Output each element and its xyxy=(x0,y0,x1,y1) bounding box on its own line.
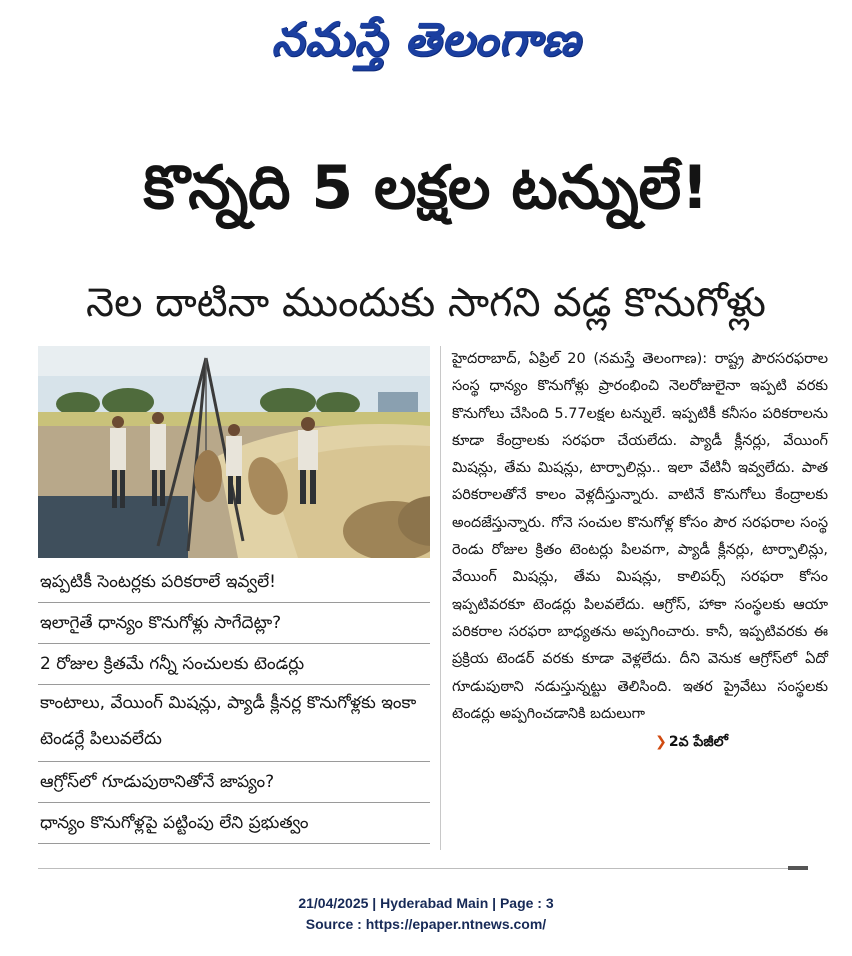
footer-source-link[interactable]: Source : https://epaper.ntnews.com/ xyxy=(305,916,547,932)
masthead-logo: నమస్తే తెలంగాణ xyxy=(271,12,581,66)
continue-arrow-icon: ❯ xyxy=(655,734,667,751)
highlight-item: ఆగ్రోస్‌లో గూడుపుఠానితోనే జాప్యం? xyxy=(38,762,430,803)
footer-edition-info: 21/04/2025 | Hyderabad Main | Page : 3 xyxy=(298,895,554,911)
highlight-item: ధాన్యం కొనుగోళ్లపై పట్టింపు లేని ప్రభుత్వం xyxy=(38,803,430,844)
column-divider xyxy=(440,346,441,850)
highlights-list xyxy=(38,562,430,844)
headline: కొన్నది 5 లక్షల టన్నులే! xyxy=(143,153,709,223)
subheadline: నెల దాటినా ముందుకు సాగని వడ్ల కొనుగోళ్లు xyxy=(86,280,766,326)
continued-marker xyxy=(452,730,828,754)
highlight-item: ఇలాగైతే ధాన్యం కొనుగోళ్లు సాగేదెట్లా? xyxy=(38,603,430,644)
highlight-item: కాంటాలు, వేయింగ్ మిషన్లు, ప్యాడీ క్లీనర్ల కొనుగోళ్లకు ఇంకా టెండర్లే పిలువలేదు xyxy=(38,685,430,762)
page-stamp xyxy=(788,866,808,870)
highlight-item: 2 రోజుల క్రితమే గన్నీ సంచులకు టెండర్లు xyxy=(38,644,430,685)
news-photo xyxy=(38,346,430,558)
highlight-item: ఇప్పటికీ సెంటర్లకు పరికరాలే ఇవ్వలే! xyxy=(38,562,430,603)
continued-label: 2వ పేజీలో xyxy=(668,734,728,751)
article-text: హైదరాబాద్, ఏప్రిల్ 20 (నమస్తే తెలంగాణ): రాష్ట్ర పౌరసరఫరాల సంస్థ ధాన్యం కొనుగోళ్లు ప్రారంభించి నెలరోజులైనా ఇప్పటి వరకు కొనుగోలు చేసింది 5.77లక్షల టన్నులే. ఇప్పటికీ కనీసం పరికరాలను కూడా కేంద్రాలకు సరఫరా చేయలేదు. ప్యాడీ క్లీనర్లు, వేయింగ్ మిషన్లు, తేమ మిషన్లు, టార్పాలిన్లు.. ఇలా వేటినీ ఇవ్వలేదు. పాత పరికరాలతోనే కాలం వెళ్లదీస్తున్నారు. వాటినే కొనుగోలు కేంద్రాలకు అందజేస్తున్నారు. గోనె సంచుల కొనుగోళ్ల కోసం పౌర సరఫరాల సంస్థ రెండు రోజుల క్రితం టెంటర్లు పిలవగా, ప్యాడీ క్లీనర్లు, టార్పాలిన్లు, వేయింగ్ మిషన్లు, తేమ మిషన్లు, కాలిపర్స్ సరఫరా కోసం ఇప్పటివరకూ టెండర్లు పిలవలేదు. ఆగ్రోస్, హాకా సంస్థలకు ఆయా పరికరాల సరఫరా బాధ్యతను అప్పగించారు. కానీ, ఇప్పటివరకు ఈ ప్రక్రియ టెండర్ వరకు కూడా వెళ్లలేదు. దీని వెనుక ఆగ్రోస్‌లో ఏదో గూడుపుఠాని నడుస్తున్నట్టు తెలిసింది. ఇతర ప్రైవేటు సంస్థలకు టెండర్లు అప్పగించడానికి బదులుగా xyxy=(452,351,828,722)
footer xyxy=(0,893,852,935)
bottom-divider xyxy=(38,868,806,869)
article-body xyxy=(452,346,828,754)
